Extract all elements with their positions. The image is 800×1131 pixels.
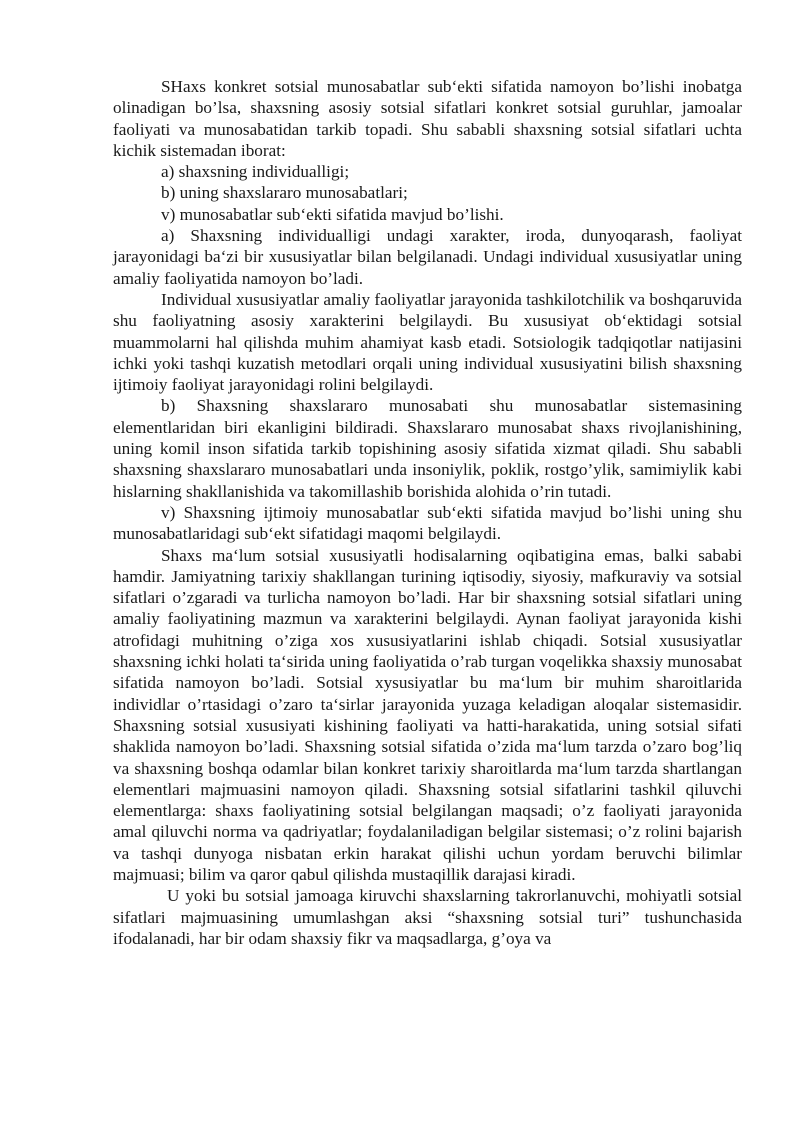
paragraph-intro: SHaxs konkret sotsial munosabatlar sub‘ekti sifatida namoyon bo’lishi inobatga olinadigan bo’lsa, shaxsning asosiy sotsial sifatlari konkret sotsial guruhlar, jamoalar faoliyati va munosabatidan tarkib topadi. Shu sababli shaxsning sotsial sifatlari uchta kichik sistemadan iborat: bbox=[113, 77, 742, 160]
document-page bbox=[113, 76, 742, 949]
paragraph-social-traits: Shaxs ma‘lum sotsial xususiyatli hodisalarning oqibatigina emas, balki sababi hamdir. Jamiyatning tarixiy shakllangan turining iqtisodiy, siyosiy, mafkuraviy va sotsial sifatlari o’zgaradi va turlicha namoyon bo’ladi. Har bir shaxsning sotsial sifatlari uning amaliy faoliyatining mazmun va xarakterini belgilaydi. Aynan faoliyat jarayonida kishi atrofidagi muhitning o’ziga xos xususiyatlarini ishlab chiqadi. Sotsial xususiyatlar shaxsning ichki holati ta‘sirida uning faoliyatida o’rab turgan voqelikka shaxsiy munosabat sifatida namoyon bo’ladi. Sotsial xysusiyatlar bu ma‘lum bir muhim sharoitlarida individlar o’rtasidagi o’zaro ta‘sirlar jarayonida yuzaga keladigan aloqalar sistemasidir. Shaxsning sotsial xususiyati kishining faoliyati va hatti-harakatida, uning sotsial sifati shaklida namoyon bo’ladi. Shaxsning sotsial sifatida o’zida ma‘lum tarzda o’zaro bog’liq va shaxsning boshqa odamlar bilan konkret tarixiy sharoitlarda ma‘lum tarzda shartlangan elementlari majmuasini namoyon qiladi. Shaxsning sotsial sifatlarini tashkil qiluvchi elementlarga: shaxs faoliyatining sotsial belgilangan maqsadi; o’z faoliyati jarayonida amal qiluvchi norma va qadriyatlar; foydalaniladigan belgilar sistemasi; o’z rolini bajarish va tashqi dunyoga nisbatan erkin harakat qilishi uchun yordam beruvchi bilimlar majmuasi; bilim va qaror qabul qilishda mustaqillik darajasi kiradi. bbox=[113, 545, 742, 884]
list-item-b: b) uning shaxslararo munosabatlari; bbox=[161, 183, 408, 203]
paragraph-social-type: U yoki bu sotsial jamoaga kiruvchi shaxslarning takrorlanuvchi, mohiyatli sotsial sifatlari majmuasining umumlashgan aksi “shaxsning sotsial turi” tushunchasida ifodalanadi, har bir odam shaxsiy fikr va maqsadlarga, g’oya va bbox=[113, 886, 742, 948]
paragraph-interpersonal: b) Shaxsning shaxslararo munosabati shu munosabatlar sistemasining elementlaridan biri ekanligini bildiradi. Shaxslararo munosabat shaxs rivojlanishining, uning komil inson sifatida tarkib topishining asosiy sifatida xizmat qiladi. Shu sababli shaxsning shaxslararo munosabatlari unda insoniylik, poklik, rostgo’ylik, samimiylik kabi hislarning shakllanishida va takomillashib borishida alohida o’rin tutadi. bbox=[113, 396, 742, 501]
paragraph-individual-traits: Individual xususiyatlar amaliy faoliyatlar jarayonida tashkilotchilik va boshqaruvida shu faoliyatning asosiy xarakterini belgilaydi. Bu xususiyat ob‘ektidagi sotsial muammolarni hal qilishda muhim ahamiyat kasb etadi. Sotsiologik tadqiqotlar natijasini ichki yoki tashqi kuzatish metodlari orqali uning individual xususiyatini bilish shaxsning ijtimoiy faoliyat jarayonidagi rolini belgilaydi. bbox=[113, 289, 742, 395]
paragraph-subject: v) Shaxsning ijtimoiy munosabatlar sub‘ekti sifatida mavjud bo’lishi uning shu munosabatlaridagi sub‘ekt sifatidagi maqomi belgilaydi. bbox=[113, 502, 742, 544]
list-item-a: a) shaxsning individualligi; bbox=[161, 162, 350, 182]
list-item-v: v) munosabatlar sub‘ekti sifatida mavjud bo’lishi. bbox=[161, 204, 504, 224]
paragraph-individuality: a) Shaxsning individualligi undagi xarakter, iroda, dunyoqarash, faoliyat jarayonidagi ba‘zi bir xususiyatlar bilan belgilanadi. Undagi individual xususiyatlar uning amaliy faoliyatida namoyon bo’ladi. bbox=[113, 226, 742, 288]
